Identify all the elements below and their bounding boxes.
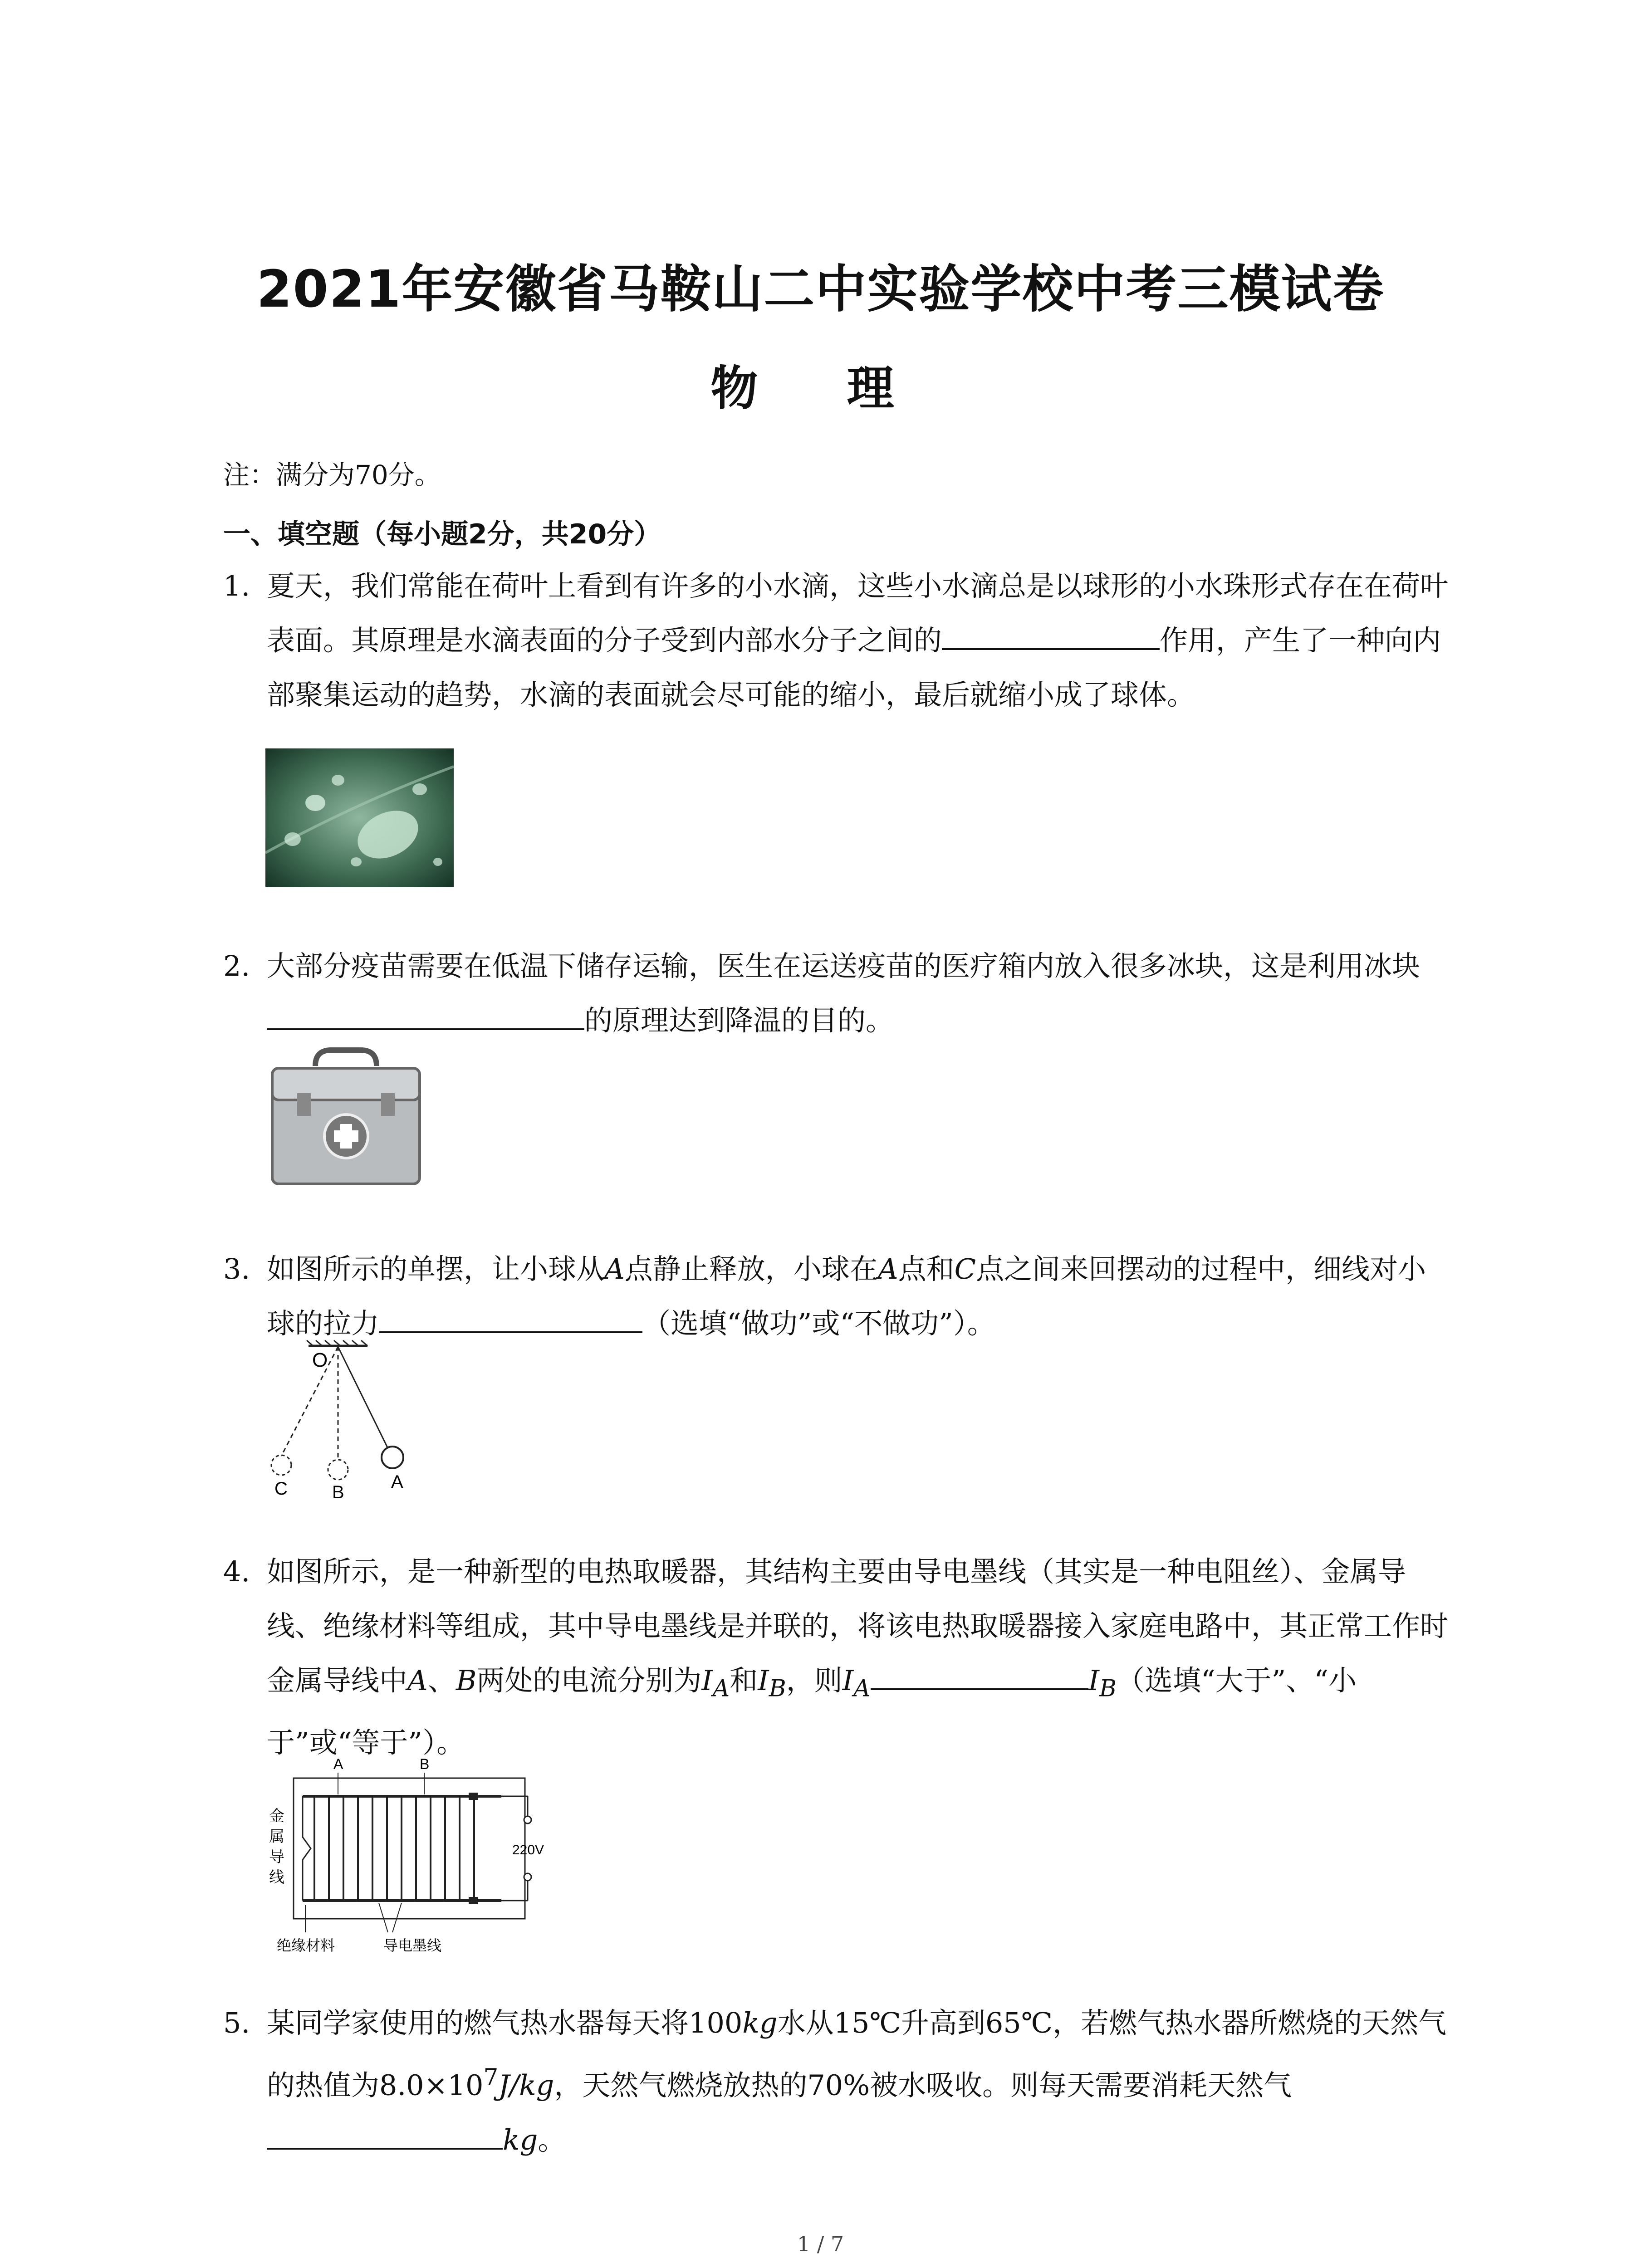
answer-blank[interactable]: [942, 621, 1160, 650]
question-5: [223, 1996, 1448, 2167]
subject-title: 物 理: [710, 361, 931, 416]
heater-circuit-diagram: [265, 1751, 542, 1960]
side-label-2: 属: [269, 1828, 284, 1845]
page-title: 2021年安徽省马鞍山二中实验学校中考三模试卷: [256, 260, 1385, 319]
pendulum-diagram: [263, 1340, 413, 1502]
question-4: [223, 1545, 1448, 1770]
insulation-label: 绝缘材料: [277, 1937, 335, 1954]
point-b-label: B: [420, 1756, 430, 1772]
label-b: B: [332, 1482, 344, 1502]
water-drops-photo: [265, 748, 454, 887]
question-2: [223, 939, 1448, 1048]
question-1: [223, 559, 1448, 722]
medical-box-image: [270, 1048, 422, 1188]
question-text: 夏天，我们常能在荷叶上看到有许多的小水滴，这些小水滴总是以球形的小水珠形式存在在荷叶表面。其原理是水滴表面的分子受到内部水分子之间的 作用，产生了一种向内部聚集运动的趋势，水滴的表面就会尽可能的缩小，最后就缩小成了球体。: [267, 569, 1449, 711]
score-note: 注：满分为70分。: [223, 459, 441, 490]
answer-blank[interactable]: [267, 1001, 584, 1030]
question-text: 如图所示，是一种新型的电热取暖器，其结构主要由导电墨线（其实是一种电阻丝）、金属导线、绝缘材料等组成，其中导电墨线是并联的，将该电热取暖器接入家庭电路中，其正常工作时金属导线中A、B两处的电流分别为$I_A$和$I_B$，则$I_A$ $I_B$（选填“大于”、“小于”或“等于”）。: [267, 1555, 1449, 1760]
question-3: [223, 1242, 1448, 1351]
question-text: 某同学家使用的燃气热水器每天将100kg水从15℃升高到65℃，若燃气热水器所燃烧的天然气的热值为$8.0\times 10^7J/kg$，天然气燃烧放热的70%被水吸收。则每天需要消耗天然气 kg。: [267, 2006, 1447, 2156]
side-label-3: 导: [269, 1848, 284, 1866]
label-a: A: [391, 1472, 403, 1492]
question-text: 大部分疫苗需要在低温下储存运输，医生在运送疫苗的医疗箱内放入很多冰块，这是利用冰块的原理达到降温的目的。: [267, 949, 1421, 1037]
label-c: C: [274, 1479, 288, 1499]
question-number: 1.: [223, 569, 250, 602]
point-a-label: A: [333, 1756, 343, 1772]
question-number: 2.: [223, 949, 250, 982]
question-number: 4.: [223, 1555, 250, 1588]
page-number: 1 / 7: [797, 2232, 844, 2256]
side-label-4: 线: [269, 1869, 284, 1886]
question-number: 3.: [223, 1252, 250, 1286]
side-label-1: 金: [269, 1808, 284, 1825]
voltage-label: 220V: [512, 1843, 544, 1857]
answer-blank[interactable]: [267, 2121, 503, 2150]
question-number: 5.: [223, 2006, 250, 2039]
section-heading: 一、填空题（每小题2分，共20分）: [223, 518, 661, 550]
answer-blank[interactable]: [871, 1661, 1088, 1690]
answer-blank[interactable]: [379, 1304, 642, 1333]
question-text: 如图所示的单摆，让小球从A点静止释放，小球在A点和C点之间来回摆动的过程中，细线对小球的拉力 （选填“做功”或“不做功”）。: [267, 1252, 1426, 1340]
ink-line-label: 导电墨线: [383, 1937, 442, 1954]
label-o: O: [312, 1349, 328, 1371]
